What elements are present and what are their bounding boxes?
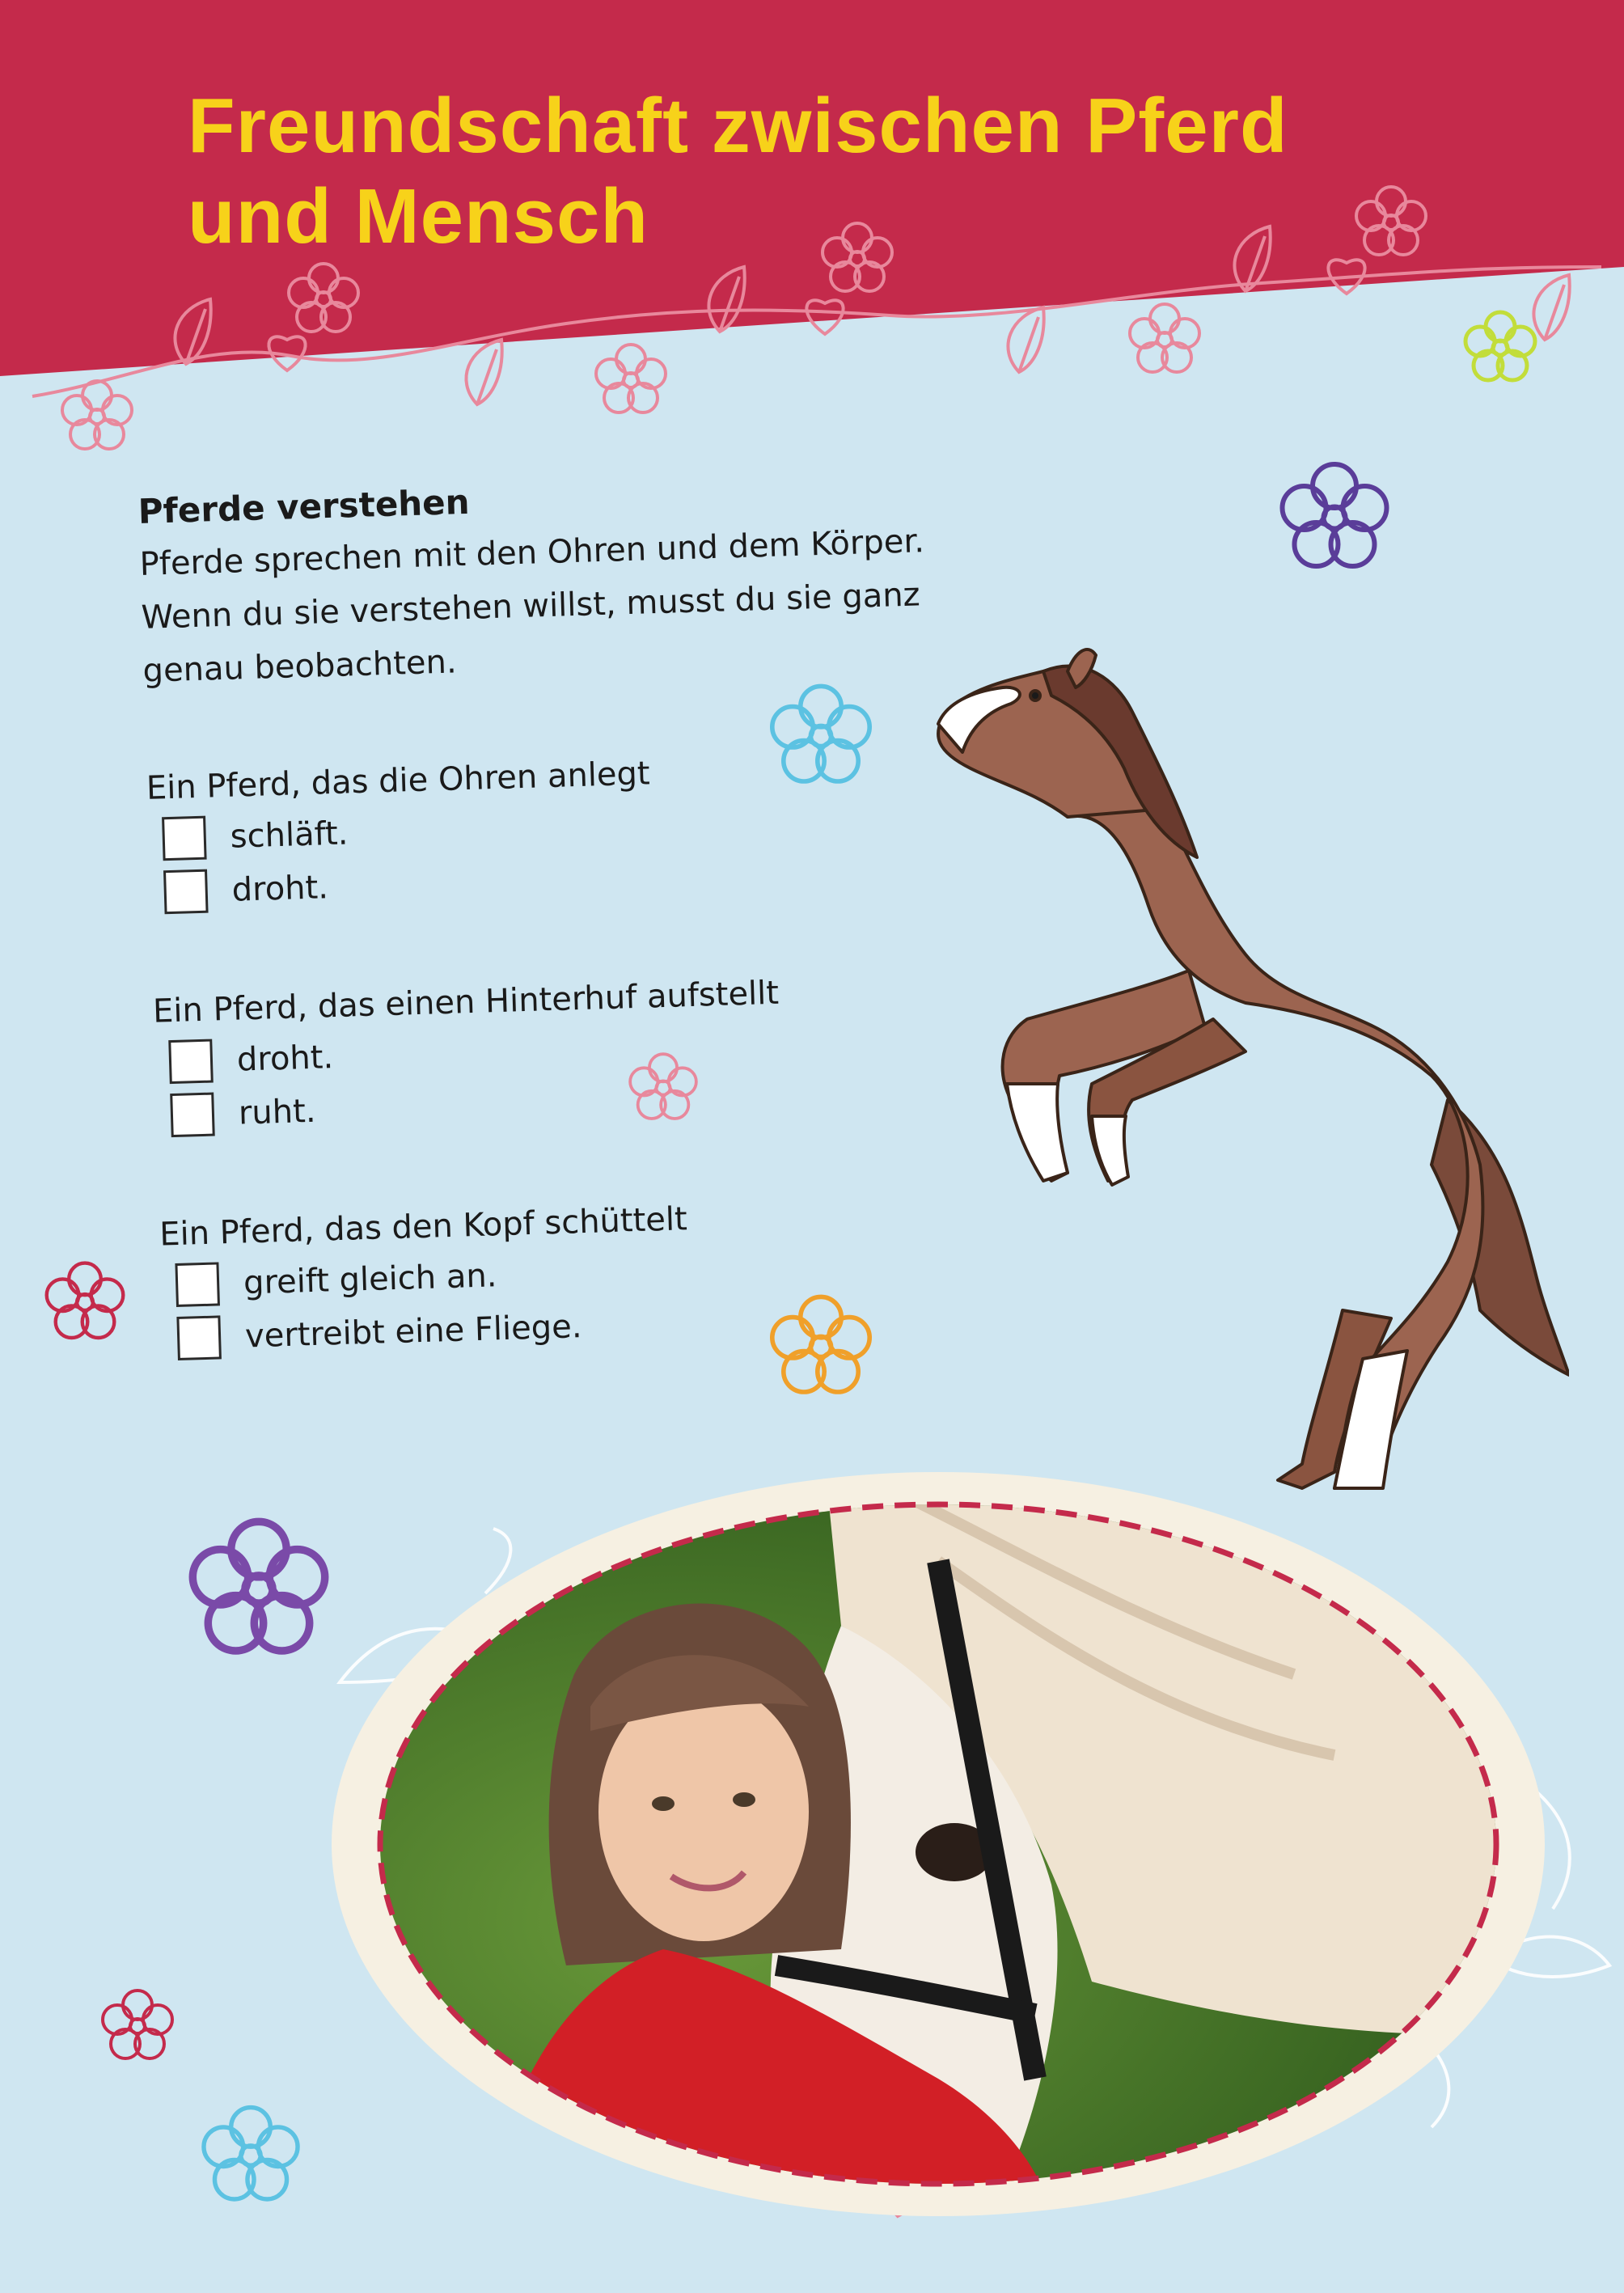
girl-hugging-pony-photo	[324, 1464, 1553, 2224]
answer-checkbox[interactable]	[175, 1262, 220, 1307]
intro-line: Pferde sprechen mit den Ohren und dem Körper.	[139, 522, 925, 583]
flower-icon	[47, 1263, 124, 1338]
answer-checkbox[interactable]	[170, 1093, 215, 1138]
option-label: droht.	[236, 1039, 334, 1079]
intro-line: Wenn du sie verstehen willst, musst du sie ganz	[141, 576, 921, 637]
flower-icon	[204, 2108, 298, 2199]
photo-frame	[324, 1464, 1553, 2224]
answer-checkbox[interactable]	[176, 1315, 222, 1360]
quiz-question: Ein Pferd, das den Kopf schüttelt	[159, 1200, 688, 1254]
page-title-line-2: und Mensch	[188, 173, 649, 260]
section-heading: Pferde verstehen	[137, 481, 471, 531]
option-label: greift gleich an.	[243, 1257, 498, 1302]
intro-line: genau beobachten.	[142, 643, 458, 690]
flower-icon	[103, 1991, 172, 2058]
option-label: vertreibt eine Fliege.	[244, 1308, 583, 1356]
page-title-line-1: Freundschaft zwischen Pferd	[188, 82, 1288, 169]
answer-checkbox[interactable]	[163, 869, 209, 915]
rearing-horse-illustration	[922, 647, 1569, 1521]
option-label: ruht.	[238, 1092, 317, 1132]
flower-icon	[1283, 464, 1387, 566]
quiz-question: Ein Pferd, das die Ohren anlegt	[146, 755, 651, 807]
answer-checkbox[interactable]	[168, 1039, 214, 1085]
flower-icon	[192, 1521, 324, 1651]
answer-checkbox[interactable]	[162, 816, 207, 861]
option-label: schläft.	[230, 814, 349, 856]
option-label: droht.	[231, 869, 329, 909]
page-title	[188, 81, 1288, 262]
quiz-question: Ein Pferd, das einen Hinterhuf aufstellt	[152, 974, 780, 1030]
